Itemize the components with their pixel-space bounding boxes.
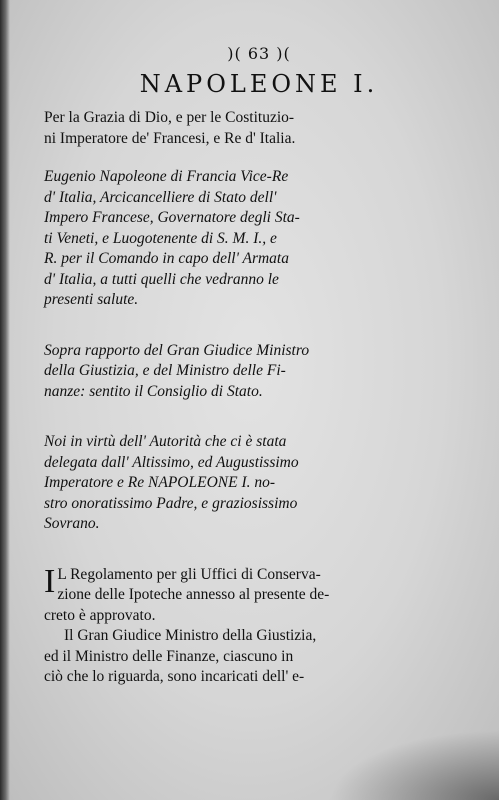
page-edge-shadow <box>0 0 10 800</box>
eugenio-line: Impero Francese, Governatore degli Sta- <box>44 209 300 226</box>
eugenio-line: presenti salute. <box>44 291 139 308</box>
intro-paragraph <box>44 108 474 149</box>
intro-line: ni Imperatore de' Francesi, e Re d' Italia. <box>44 129 296 147</box>
drop-cap: I <box>44 562 56 600</box>
page-content <box>44 44 474 688</box>
eugenio-line: d' Italia, a tutti quelli che vedranno le <box>44 270 279 288</box>
sopra-line: Sopra rapporto del Gran Giudice Ministro <box>44 341 310 359</box>
noi-line: delegata dall' Altissimo, ed Augustissimo <box>44 453 299 471</box>
sopra-paragraph <box>44 341 474 403</box>
eugenio-line: R. per il Comando in capo dell' Armata <box>44 250 289 267</box>
article-line: ciò che lo riguarda, sono incaricati dell' e- <box>44 668 305 685</box>
noi-paragraph <box>44 432 474 535</box>
article-line: ed il Ministro delle Finanze, ciascuno in <box>44 647 294 665</box>
article-line: L Regolamento per gli Uffici di Conserva- <box>57 565 321 583</box>
eugenio-paragraph <box>44 167 474 311</box>
noi-line: stro onoratissimo Padre, e graziosissimo <box>44 494 298 512</box>
article-paragraph <box>44 562 474 688</box>
intro-line: Per la Grazia di Dio, e per le Costituzio- <box>44 109 295 126</box>
sopra-line: della Giustizia, e del Ministro delle Fi- <box>44 362 286 379</box>
noi-line: Noi in virtù dell' Autorità che ci è stata <box>44 433 287 450</box>
eugenio-line: ti Veneti, e Luogotenente di S. M. I., e <box>44 229 277 247</box>
article-line: zione delle Ipoteche annesso al presente de- <box>57 586 330 603</box>
noi-line: Imperatore e Re NAPOLEONE I. no- <box>44 474 276 491</box>
article-line: Il Gran Giudice Ministro della Giustizia, <box>64 627 317 644</box>
noi-line: Sovrano. <box>44 515 100 532</box>
page-corner-shadow <box>329 730 499 800</box>
page-number: )( 63 )( <box>227 44 291 63</box>
sopra-line: nanze: sentito il Consiglio di Stato. <box>44 382 263 400</box>
eugenio-line: d' Italia, Arcicancelliere di Stato dell' <box>44 188 277 206</box>
page-title: NAPOLEONE I. <box>139 70 379 98</box>
article-line: creto è approvato. <box>44 606 156 624</box>
eugenio-line: Eugenio Napoleone di Francia Vice-Re <box>44 168 289 185</box>
